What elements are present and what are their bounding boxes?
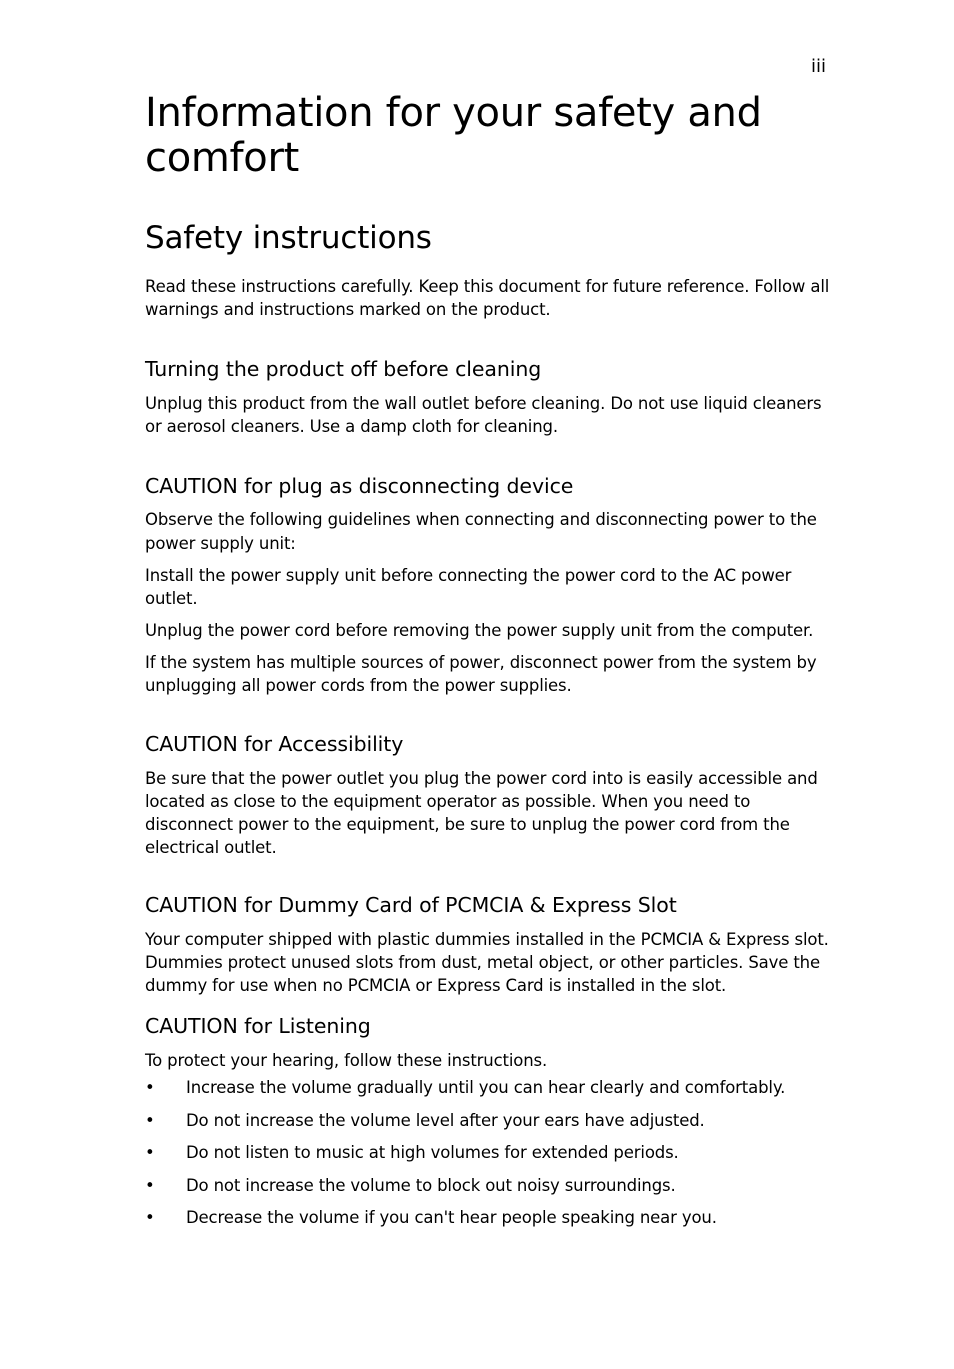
list-item-text: Decrease the volume if you can't hear people speaking near you.: [186, 1208, 717, 1227]
accessibility-heading: CAUTION for Accessibility: [145, 732, 404, 756]
intro-paragraph: Read these instructions carefully. Keep this document for future reference. Follow all warnings and instructions marked on the product.: [145, 277, 830, 319]
plug-heading: CAUTION for plug as disconnecting device: [145, 474, 574, 498]
list-item: [145, 1141, 835, 1164]
plug-paragraph: Observe the following guidelines when connecting and disconnecting power to the power supply unit:: [145, 510, 817, 553]
list-item: [145, 1206, 835, 1229]
cleaning-paragraph: Unplug this product from the wall outlet before cleaning. Do not use liquid cleaners or aerosol cleaners. Use a damp cloth for cleaning.: [145, 394, 822, 436]
page-title: Information for your safety and comfort: [145, 90, 762, 181]
listening-heading: CAUTION for Listening: [145, 1014, 371, 1038]
list-item: [145, 1174, 835, 1197]
accessibility-paragraph: Be sure that the power outlet you plug the power cord into is easily accessible and located as close to the equipment operator as possible. When you need to disconnect power to the equipment, be sure to unplug the power cord from the electrical outlet.: [145, 769, 818, 857]
bullet-icon: •: [145, 1078, 155, 1097]
listening-list: [145, 1076, 835, 1229]
list-item: [145, 1109, 835, 1132]
bullet-icon: •: [145, 1110, 155, 1130]
listening-intro: To protect your hearing, follow these instructions.: [145, 1051, 548, 1070]
bullet-icon: •: [145, 1143, 155, 1162]
list-item: [145, 1076, 835, 1099]
list-item-text: Do not increase the volume level after your ears have adjusted.: [186, 1110, 705, 1130]
plug-paragraph: Install the power supply unit before connecting the power cord to the AC power outlet.: [145, 566, 792, 608]
bullet-icon: •: [145, 1208, 155, 1227]
dummy-card-heading: CAUTION for Dummy Card of PCMCIA & Express Slot: [145, 893, 677, 917]
plug-paragraph: Unplug the power cord before removing the power supply unit from the computer.: [145, 621, 814, 640]
document-body: [145, 91, 835, 1239]
list-item-text: Increase the volume gradually until you can hear clearly and comfortably.: [186, 1078, 786, 1097]
page-number: iii: [811, 56, 827, 77]
cleaning-heading: Turning the product off before cleaning: [145, 357, 542, 381]
list-item-text: Do not listen to music at high volumes for extended periods.: [186, 1143, 679, 1162]
plug-paragraph: If the system has multiple sources of power, disconnect power from the system by unplugging all power cords from the power supplies.: [145, 653, 817, 695]
dummy-card-paragraph: Your computer shipped with plastic dummies installed in the PCMCIA & Express slot. Dummies protect unused slots from dust, metal object, or other particles. Save the dummy for use when no PCMCIA or Express Card is installed in the slot.: [145, 930, 829, 995]
list-item-text: Do not increase the volume to block out noisy surroundings.: [186, 1175, 676, 1195]
bullet-icon: •: [145, 1175, 155, 1195]
section-title: Safety instructions: [145, 220, 432, 256]
